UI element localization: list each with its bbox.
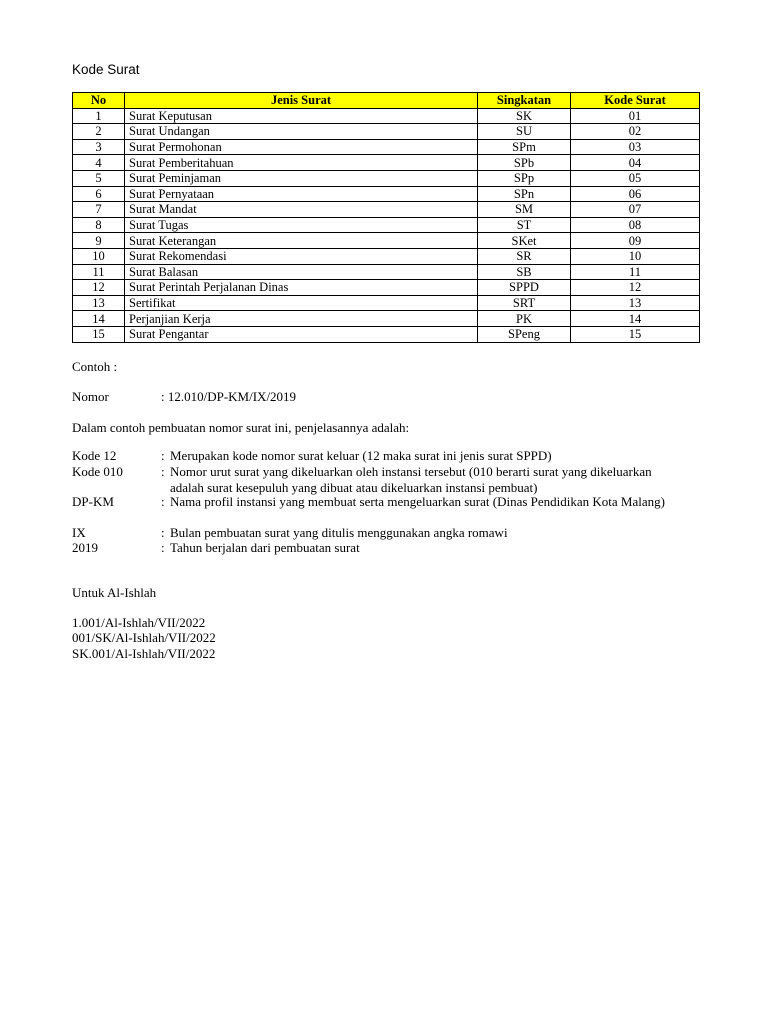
cell-jenis-surat: Surat Keputusan <box>125 108 478 124</box>
cell-no: 12 <box>73 280 125 296</box>
cell-jenis-surat: Surat Balasan <box>125 264 478 280</box>
table-header-row <box>73 93 700 109</box>
cell-singkatan: SPn <box>478 186 571 202</box>
table-row <box>73 311 700 327</box>
cell-singkatan: SPb <box>478 155 571 171</box>
cell-kode-surat: 11 <box>571 264 700 280</box>
explanation-colon: : <box>161 525 165 540</box>
example-number-value: : 12.010/DP-KM/IX/2019 <box>161 389 297 404</box>
cell-singkatan: ST <box>478 217 571 233</box>
cell-jenis-surat: Surat Pemberitahuan <box>125 155 478 171</box>
table-row <box>73 280 700 296</box>
explanation-colon: : <box>161 494 165 509</box>
explanation-text: Nama profil instansi yang membuat serta mengeluarkan surat (Dinas Pendidikan Kota Malang) <box>170 494 665 509</box>
column-header-jenis-surat: Jenis Surat <box>125 93 478 109</box>
cell-no: 6 <box>73 186 125 202</box>
cell-jenis-surat: Surat Tugas <box>125 217 478 233</box>
cell-singkatan: SRT <box>478 295 571 311</box>
cell-kode-surat: 04 <box>571 155 700 171</box>
cell-kode-surat: 07 <box>571 202 700 218</box>
cell-jenis-surat: Surat Permohonan <box>125 139 478 155</box>
cell-jenis-surat: Surat Pernyataan <box>125 186 478 202</box>
cell-no: 1 <box>73 108 125 124</box>
cell-jenis-surat: Surat Keterangan <box>125 233 478 249</box>
cell-no: 9 <box>73 233 125 249</box>
cell-no: 2 <box>73 124 125 140</box>
explanation-key: 2019 <box>72 540 98 555</box>
cell-kode-surat: 13 <box>571 295 700 311</box>
cell-no: 3 <box>73 139 125 155</box>
alishlah-title: Untuk Al-Ishlah <box>72 585 157 600</box>
cell-singkatan: SB <box>478 264 571 280</box>
table-row <box>73 295 700 311</box>
table-row <box>73 108 700 124</box>
cell-jenis-surat: Sertifikat <box>125 295 478 311</box>
cell-jenis-surat: Surat Pengantar <box>125 326 478 342</box>
letter-code-table <box>72 92 700 343</box>
cell-kode-surat: 03 <box>571 139 700 155</box>
cell-kode-surat: 12 <box>571 280 700 296</box>
explanation-colon: : <box>161 464 165 479</box>
cell-jenis-surat: Surat Mandat <box>125 202 478 218</box>
cell-no: 13 <box>73 295 125 311</box>
cell-no: 14 <box>73 311 125 327</box>
alishlah-number-2: 001/SK/Al-Ishlah/VII/2022 <box>72 630 216 645</box>
alishlah-number-3: SK.001/Al-Ishlah/VII/2022 <box>72 646 216 661</box>
cell-singkatan: SU <box>478 124 571 140</box>
column-header-singkatan: Singkatan <box>478 93 571 109</box>
table-row <box>73 326 700 342</box>
cell-no: 5 <box>73 170 125 186</box>
explanation-key: Kode 12 <box>72 448 117 463</box>
alishlah-number-1: 1.001/Al-Ishlah/VII/2022 <box>72 615 206 630</box>
cell-jenis-surat: Surat Perintah Perjalanan Dinas <box>125 280 478 296</box>
cell-jenis-surat: Surat Rekomendasi <box>125 248 478 264</box>
example-number-key: Nomor <box>72 389 109 404</box>
table-row <box>73 170 700 186</box>
table-row <box>73 264 700 280</box>
cell-singkatan: SM <box>478 202 571 218</box>
column-header-kode-surat: Kode Surat <box>571 93 700 109</box>
cell-kode-surat: 06 <box>571 186 700 202</box>
cell-no: 4 <box>73 155 125 171</box>
cell-no: 15 <box>73 326 125 342</box>
example-label: Contoh : <box>72 359 118 374</box>
cell-kode-surat: 05 <box>571 170 700 186</box>
cell-singkatan: SPeng <box>478 326 571 342</box>
cell-kode-surat: 15 <box>571 326 700 342</box>
cell-jenis-surat: Surat Peminjaman <box>125 170 478 186</box>
cell-kode-surat: 10 <box>571 248 700 264</box>
explanation-text: Tahun berjalan dari pembuatan surat <box>170 540 360 555</box>
explanation-text: Nomor urut surat yang dikeluarkan oleh instansi tersebut (010 berarti surat yang dikeluarkan adalah surat kesepuluh yang dibuat atau dikeluarkan instansi pembuat) <box>170 464 652 495</box>
explanation-text: Merupakan kode nomor surat keluar (12 maka surat ini jenis surat SPPD) <box>170 448 552 463</box>
table-row <box>73 248 700 264</box>
table-row <box>73 155 700 171</box>
cell-no: 10 <box>73 248 125 264</box>
table-row <box>73 139 700 155</box>
cell-kode-surat: 01 <box>571 108 700 124</box>
cell-singkatan: SK <box>478 108 571 124</box>
cell-kode-surat: 08 <box>571 217 700 233</box>
cell-singkatan: SPm <box>478 139 571 155</box>
table-row <box>73 217 700 233</box>
table-row <box>73 186 700 202</box>
explanation-text: Bulan pembuatan surat yang ditulis menggunakan angka romawi <box>170 525 508 540</box>
cell-no: 8 <box>73 217 125 233</box>
explanation-key: IX <box>72 525 86 540</box>
table-row <box>73 202 700 218</box>
cell-singkatan: SPPD <box>478 280 571 296</box>
cell-jenis-surat: Perjanjian Kerja <box>125 311 478 327</box>
cell-kode-surat: 09 <box>571 233 700 249</box>
explanation-key: DP-KM <box>72 494 114 509</box>
explanation-key: Kode 010 <box>72 464 123 479</box>
cell-singkatan: PK <box>478 311 571 327</box>
cell-singkatan: SPp <box>478 170 571 186</box>
cell-kode-surat: 02 <box>571 124 700 140</box>
explanation-colon: : <box>161 448 165 463</box>
column-header-no: No <box>73 93 125 109</box>
cell-no: 11 <box>73 264 125 280</box>
table-row <box>73 124 700 140</box>
page-title: Kode Surat <box>72 62 140 77</box>
cell-singkatan: SR <box>478 248 571 264</box>
cell-no: 7 <box>73 202 125 218</box>
example-intro: Dalam contoh pembuatan nomor surat ini, penjelasannya adalah: <box>72 420 410 435</box>
cell-singkatan: SKet <box>478 233 571 249</box>
cell-kode-surat: 14 <box>571 311 700 327</box>
table-row <box>73 233 700 249</box>
cell-jenis-surat: Surat Undangan <box>125 124 478 140</box>
explanation-colon: : <box>161 540 165 555</box>
